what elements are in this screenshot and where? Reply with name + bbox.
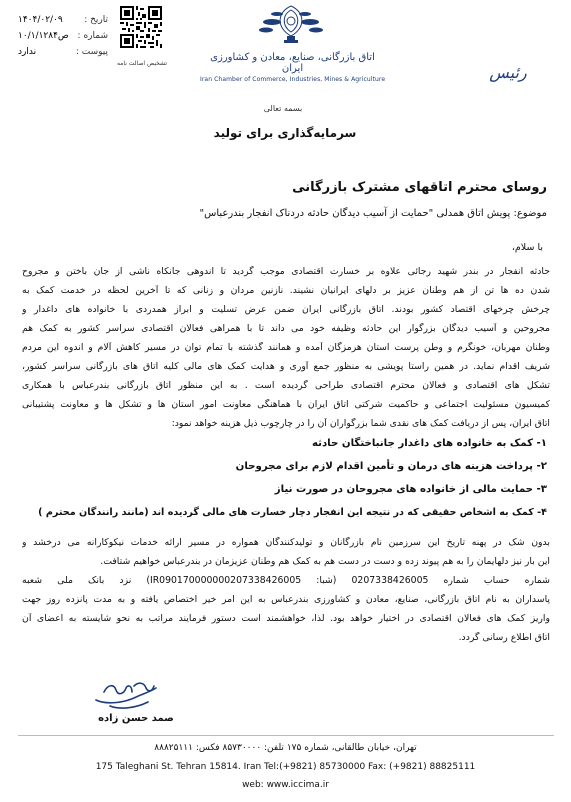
footer-address-en: 175 Taleghani St. Tehran 15814. Iran Tel:(+9821) 85730000 Fax: (+9821) 88825111 [95, 762, 476, 772]
org-name-fa: اتاق بازرگانی، صنایع، معادن و کشاورزی ایران [210, 52, 375, 74]
handwritten-signature-icon [90, 674, 160, 712]
list-item: ۳- حمایت مالی از خانواده های مجروحان در صورت نیاز [274, 484, 547, 495]
paragraph-line: تشکل های اقتصادی و فعالان محترم اقتصادی طراحی گردیده است . به این منظور اتاق بازرگانی بندرعباس با همکاری [22, 380, 550, 391]
footer-divider [18, 735, 554, 736]
number-row [18, 28, 108, 44]
paragraph-line: واریز کمک های فعالان اقتصادی در اختیار خواهد بود. لذا، خواهشمند است دستور فرمایند مراتب به نحو شایسته به اعضای آن [22, 613, 550, 624]
president-label: رئیس [489, 63, 527, 82]
paragraph-line: شماره حساب شماره 0207338426005 (شبا: IR090170000000207338426005) نزد بانک ملی شعبه [22, 575, 550, 586]
president-calligraphy-icon [478, 60, 538, 86]
list-item: ۱- کمک به خانواده های داغدار جانباختگان حادثه [311, 438, 547, 449]
paragraph-line: مجروحین و آسیب دیدگان بزرگوار این حادثه وظیفه خود می داند تا با همراهی فعالان اقتصادی سراسر کشور به کمک هم [22, 323, 550, 334]
paragraph-line: شدن ده ها تن از هم وطنان عزیز بر دلهای ایرانیان نشیند. نازنین مردان و زنانی که تا آخرین لحظه در خدمت کمک به [22, 285, 550, 296]
date-label: تاریخ : [84, 15, 108, 25]
org-name-en: Iran Chamber of Commerce, Industries, Mines & Agriculture [200, 76, 386, 83]
attachment-value: ندارد [18, 47, 37, 57]
number-label: شماره : [77, 31, 108, 41]
greeting: با سلام، [511, 242, 543, 253]
signer-name: صمد حسن زاده [98, 713, 174, 724]
letter-meta [18, 12, 108, 60]
paragraph-line: اتاق اطلاع رسانی گردد. [458, 632, 550, 643]
list-item: ۴- کمک به اشخاص حقیقی که در نتیجه این انفجار دچار خسارت های مالی گردیده اند (مانند رانندگان محترم ) [38, 507, 547, 518]
footer-address-fa: تهران، خیابان طالقانی، شماره ۱۷۵ تلفن: ۸۵۷۳۰۰۰۰ فکس: ۸۸۸۲۵۱۱۱ [154, 743, 417, 753]
qr-code-icon[interactable] [120, 6, 162, 48]
number-value: ۱۰/۱/۱۲۸۴ص [18, 31, 69, 41]
date-value: ۱۴۰۴/۰۲/۰۹ [18, 15, 63, 25]
paragraph-line: بدون شک در پهنه تاریخ این سرزمین نام بازرگانان و تولیدکنندگان همواره در مسیر ارائه خدمات نیکوکارانه می درخشد و [22, 537, 550, 548]
paragraph-line: حادثه انفجار در بندر شهید رجائی علاوه بر خسارت اقتصادی موجب گردید تا اندوهی جانکاه ناشی از جان باختن و مجروح [22, 266, 550, 277]
paragraph-line: شریف اقدام نماید. در همین راستا پویشی به منظور جمع آوری و هدایت کمک های مالی کلیه اتاق های بازرگانی سراسر کشور، [22, 361, 550, 372]
paragraph-line: چرخش چرخهای اقتصاد کشور بودند. اتاق بازرگانی ایران ضمن عرض تسلیت و ابراز همدردی با خانواده های داغدار و [22, 304, 550, 315]
paragraph-line: کمیسیون مسئولیت اجتماعی و حاکمیت شرکتی اتاق ایران با هماهنگی معاونت امور استان ها و تشکل ها و معاونت پشتیبانی [22, 399, 550, 410]
paragraph-line: وطنان مهربان، خونگرم و وطن پرست استان هرمزگان آمده و همانند گذشته با تمام توان در مسیر کاهش آلام و اندوه این مردم [22, 342, 550, 353]
footer-website-link[interactable]: web: www.iccima.ir [242, 780, 329, 790]
recipient: روسای محترم اتاقهای مشترک بازرگانی [292, 180, 547, 195]
attachment-label: پیوست : [75, 47, 108, 57]
attachment-row [18, 44, 108, 60]
page-headline: سرمایه‌گذاری برای تولید [213, 126, 357, 140]
bismillah: بسمه تعالی [263, 104, 303, 113]
list-item: ۲- پرداخت هزینه های درمان و تأمین اقدام لازم برای مجروحان [235, 461, 547, 472]
paragraph-line: پاسداران به نام اتاق بازرگانی، صنایع، معادن و کشاورزی بندرعباس به این امر خیر اختصاص یافته و به مدت پانزده روز جهت [22, 594, 550, 605]
paragraph-line: این بار نیز دلهایمان را به هم پیوند زده و دست در دست هم به کمک هم وطنان عزیزمان در بندرعباس خواهیم شتافت. [100, 556, 550, 567]
qr-caption: تشخیص اصالت نامه [116, 60, 168, 67]
date-row [18, 12, 108, 28]
paragraph-line: اتاق ایران، پس از دریافت کمک های نقدی شما بزرگواران آن را در چارچوب ذیل هزینه خواهد نمود: [171, 418, 550, 429]
subject-line: موضوع: پویش اتاق همدلی "حمایت از آسیب دیدگان حادثه دردناک انفجار بندرعباس" [199, 208, 547, 219]
chamber-emblem-icon [232, 2, 350, 52]
